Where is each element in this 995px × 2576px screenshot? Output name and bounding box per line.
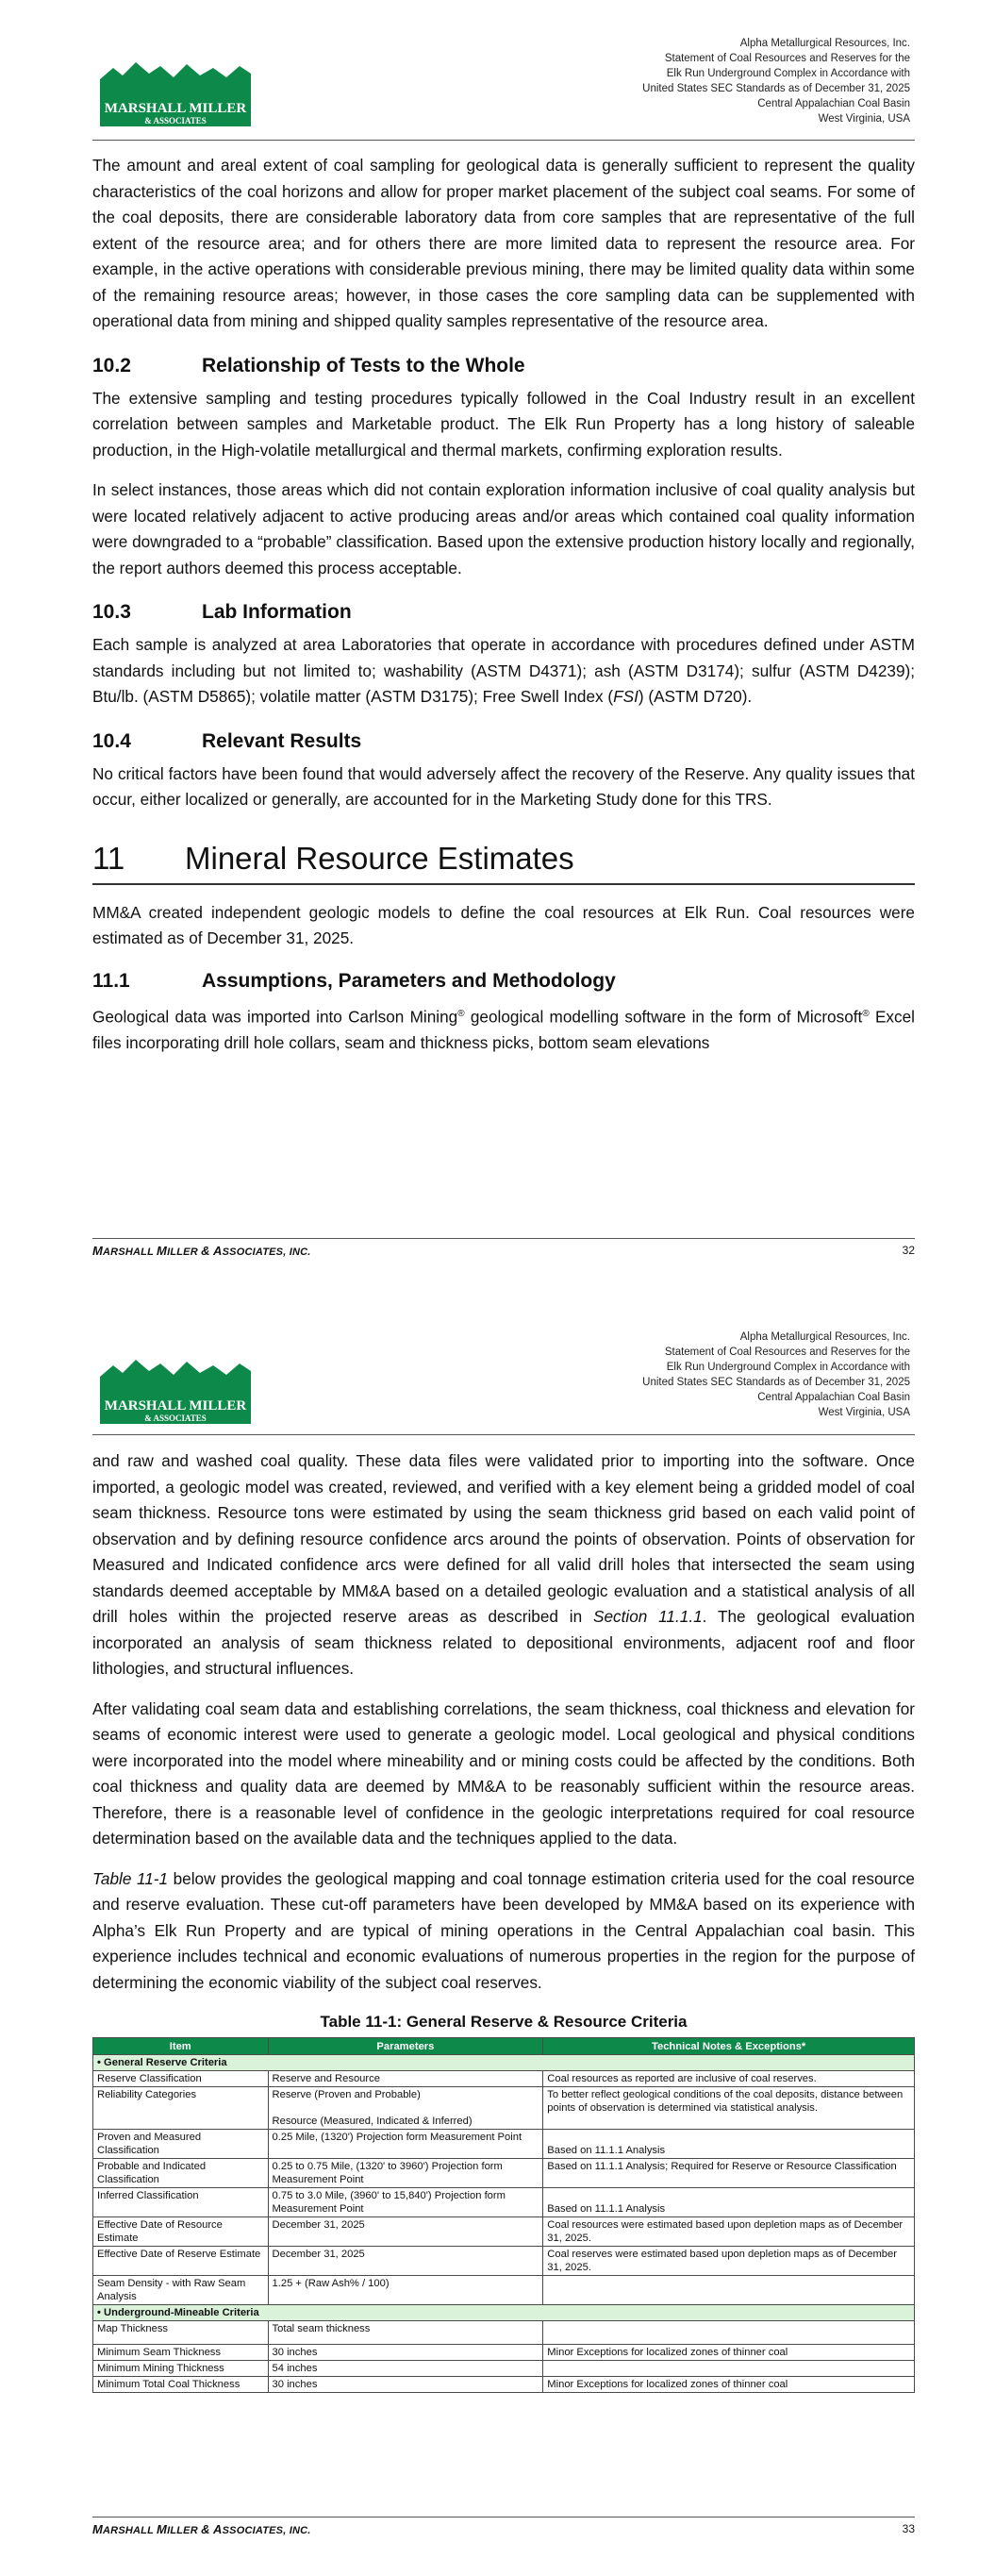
table-row: Reliability Categories Reserve (Proven and Probable) Resource (Measured, Indicated & Inferred) To better reflect geological conditions of the coal deposits, distance between points of observation is determined via statistical analysis. bbox=[93, 2087, 915, 2130]
table-row: Probable and Indicated Classification 0.25 to 0.75 Mile, (1320' to 3960') Projection form Measurement Point Based on 11.1.1 Analysis; Required for Reserve or Resource Classification bbox=[93, 2159, 915, 2188]
footer-rule bbox=[92, 1238, 915, 1239]
header-line: United States SEC Standards as of December 31, 2025 bbox=[642, 83, 910, 94]
header-line: Central Appalachian Coal Basin bbox=[757, 1392, 910, 1403]
header-rule bbox=[92, 1434, 915, 1435]
criteria-table bbox=[92, 2037, 915, 2393]
header-line: United States SEC Standards as of December 31, 2025 bbox=[642, 1377, 910, 1388]
page-body bbox=[92, 153, 915, 1056]
header-line: West Virginia, USA bbox=[818, 1407, 910, 1418]
firm-name: MARSHALL MILLER & ASSOCIATES, INC. bbox=[92, 2522, 311, 2536]
paragraph: MM&A created independent geologic models to define the coal resources at Elk Run. Coal resources were estimated as of December 31, 2025. bbox=[92, 902, 915, 947]
table-section-row: • General Reserve Criteria bbox=[93, 2055, 915, 2071]
mma-logo bbox=[100, 59, 251, 126]
paragraph: Table 11-1 below provides the geological mapping and coal tonnage estimation criteria used for the coal resource and reserve evaluation. These cut-off parameters have been developed by MM&A based on its experience with Alpha’s Elk Run Property and are typical of mining operations in the Central Appalachian coal basin. This experience includes technical and economic evaluations of numerous properties in the region for the purpose of determining the economic viability of the subject coal reserves. bbox=[92, 1868, 915, 1992]
table-row: Reserve Classification Reserve and Resource Coal resources as reported are inclusive of coal reserves. bbox=[93, 2071, 915, 2087]
page-header bbox=[420, 1330, 910, 1420]
table-row: Proven and Measured Classification 0.25 Mile, (1320') Projection form Measurement Point Based on 11.1.1 Analysis bbox=[93, 2130, 915, 2159]
paragraph: The amount and areal extent of coal sampling for geological data is generally sufficient to represent the quality characteristics of the coal horizons and allow for proper market placement of the subject coal seams. For some of the coal deposits, there are considerable laboratory data from core samples that are representative of the full extent of the resource area; and for others there are more limited data to represent the resource area. For example, in the active operations with considerable previous mining, there may be limited quality data within some of the remaining resource areas; however, in those cases the core sampling data can be supplemented with operational data from mining and shipped quality samples representative of the resource area. bbox=[92, 156, 915, 330]
svg-text:MARSHALL MILLER: MARSHALL MILLER bbox=[104, 1398, 247, 1413]
header-line: Statement of Coal Resources and Reserves for the bbox=[664, 53, 910, 64]
table-row: Effective Date of Resource Estimate December 31, 2025 Coal resources were estimated based upon depletion maps as of December 31, 2025. bbox=[93, 2217, 915, 2247]
column-header: Technical Notes & Exceptions* bbox=[543, 2038, 915, 2055]
table-row: Minimum Mining Thickness 54 inches bbox=[93, 2361, 915, 2377]
section-heading-10-2: 10.2 Relationship of Tests to the Whole bbox=[92, 354, 525, 376]
header-line: Alpha Metallurgical Resources, Inc. bbox=[739, 38, 910, 49]
svg-text:& ASSOCIATES: & ASSOCIATES bbox=[144, 1413, 207, 1423]
table-row: Effective Date of Reserve Estimate December 31, 2025 Coal reserves were estimated based upon depletion maps as of December 31, 2025. bbox=[93, 2247, 915, 2276]
page-number: 32 bbox=[902, 1244, 915, 1257]
header-rule bbox=[92, 140, 915, 141]
page-body bbox=[92, 1448, 915, 2393]
section-heading-10-4: 10.4 Relevant Results bbox=[92, 729, 362, 752]
header-line: Elk Run Underground Complex in Accordance with bbox=[666, 68, 910, 79]
table-row: Minimum Total Coal Thickness 30 inches Minor Exceptions for localized zones of thinner coal bbox=[93, 2377, 915, 2393]
header-line: Elk Run Underground Complex in Accordance with bbox=[666, 1362, 910, 1373]
table-row: Map Thickness Total seam thickness bbox=[93, 2321, 915, 2345]
table-header-row bbox=[93, 2038, 915, 2055]
table-section-row: • Underground-Mineable Criteria bbox=[93, 2305, 915, 2321]
svg-text:MARSHALL MILLER: MARSHALL MILLER bbox=[104, 101, 247, 116]
paragraph: In select instances, those areas which did not contain exploration information inclusive of coal quality analysis but were located relatively adjacent to active producing areas and/or areas which contained coal quality information were downgraded to a “probable” classification. Based upon the extensive production history locally and regionally, the report authors deemed this process acceptable. bbox=[92, 480, 915, 577]
chapter-heading-11: 11 Mineral Resource Estimates bbox=[92, 838, 915, 885]
paragraph: No critical factors have been found that would adversely affect the recovery of the Reserve. Any quality issues that occur, either localized or generally, are accounted for in the Marketing Study done for this TRS. bbox=[92, 763, 915, 809]
page-header bbox=[420, 36, 910, 126]
header-line: Statement of Coal Resources and Reserves for the bbox=[664, 1347, 910, 1358]
column-header: Parameters bbox=[268, 2038, 543, 2055]
table-row: Minimum Seam Thickness 30 inches Minor Exceptions for localized zones of thinner coal bbox=[93, 2345, 915, 2361]
firm-name: MARSHALL MILLER & ASSOCIATES, INC. bbox=[92, 1244, 311, 1258]
header-line: West Virginia, USA bbox=[818, 113, 910, 125]
paragraph: Geological data was imported into Carlson Mining® geological modelling software in the form of Microsoft® Excel files incorporating drill hole collars, seam and thickness picks, bottom seam elevations bbox=[92, 1007, 915, 1052]
page-number: 33 bbox=[902, 2522, 915, 2535]
header-line: Central Appalachian Coal Basin bbox=[757, 98, 910, 109]
paragraph: The extensive sampling and testing procedures typically followed in the Coal Industry result in an excellent correlation between samples and Marketable product. The Elk Run Property has a long history of saleable production, in the High-volatile metallurgical and thermal markets, confirming exploration results. bbox=[92, 388, 915, 460]
table-row: Seam Density - with Raw Seam Analysis 1.25 + (Raw Ash% / 100) bbox=[93, 2276, 915, 2305]
mma-logo bbox=[100, 1356, 251, 1424]
section-heading-11-1: 11.1 Assumptions, Parameters and Methodology bbox=[92, 969, 616, 992]
header-line: Alpha Metallurgical Resources, Inc. bbox=[739, 1331, 910, 1343]
table-row: Inferred Classification 0.75 to 3.0 Mile, (3960' to 15,840') Projection form Measurement Point Based on 11.1.1 Analysis bbox=[93, 2188, 915, 2217]
paragraph: After validating coal seam data and establishing correlations, the seam thickness, coal thickness and elevation for seams of economic interest were used to generate a geologic model. Local geological and physical conditions were incorporated into the model where mineability and or mining costs could be affected by the conditions. Both coal thickness and quality data are deemed by MM&A to be reasonably sufficient within the resource areas. Therefore, there is a reasonable level of confidence in the geologic interpretations required for coal resource determination based on the available data and the techniques applied to the data. bbox=[92, 1698, 915, 1848]
table-caption: Table 11-1: General Reserve & Resource Criteria bbox=[320, 2013, 688, 2031]
svg-text:& ASSOCIATES: & ASSOCIATES bbox=[144, 116, 207, 125]
section-heading-10-3: 10.3 Lab Information bbox=[92, 601, 352, 623]
page-33 bbox=[0, 1288, 995, 2576]
paragraph: Each sample is analyzed at area Laboratories that operate in accordance with procedures defined under ASTM standards including but not limited to; washability (ASTM D4371); ash (ASTM D3174); sulfur (ASTM D4239); Btu/lb. (ASTM D5865); volatile matter (ASTM D3175); Free Swell Index (FSI) (ASTM D720). bbox=[92, 635, 915, 706]
column-header: Item bbox=[93, 2038, 269, 2055]
paragraph: and raw and washed coal quality. These data files were validated prior to importing into the software. Once imported, a geologic model was created, reviewed, and verified with a key element being a gridded model of coal seam thickness. Resource tons were estimated by using the seam thickness grid based on each valid point of observation and by defining resource confidence arcs around the points of observation. Points of observation for Measured and Indicated confidence arcs were defined for all valid drill holes that intersected the seam using standards deemed acceptable by MM&A based on a detailed geologic evaluation and a statistical analysis of all drill holes within the projected reserve areas as described in Section 11.1.1. The geological evaluation incorporated an analysis of seam thickness related to depositional environments, adjacent roof and floor lithologies, and structural influences. bbox=[92, 1451, 915, 1678]
